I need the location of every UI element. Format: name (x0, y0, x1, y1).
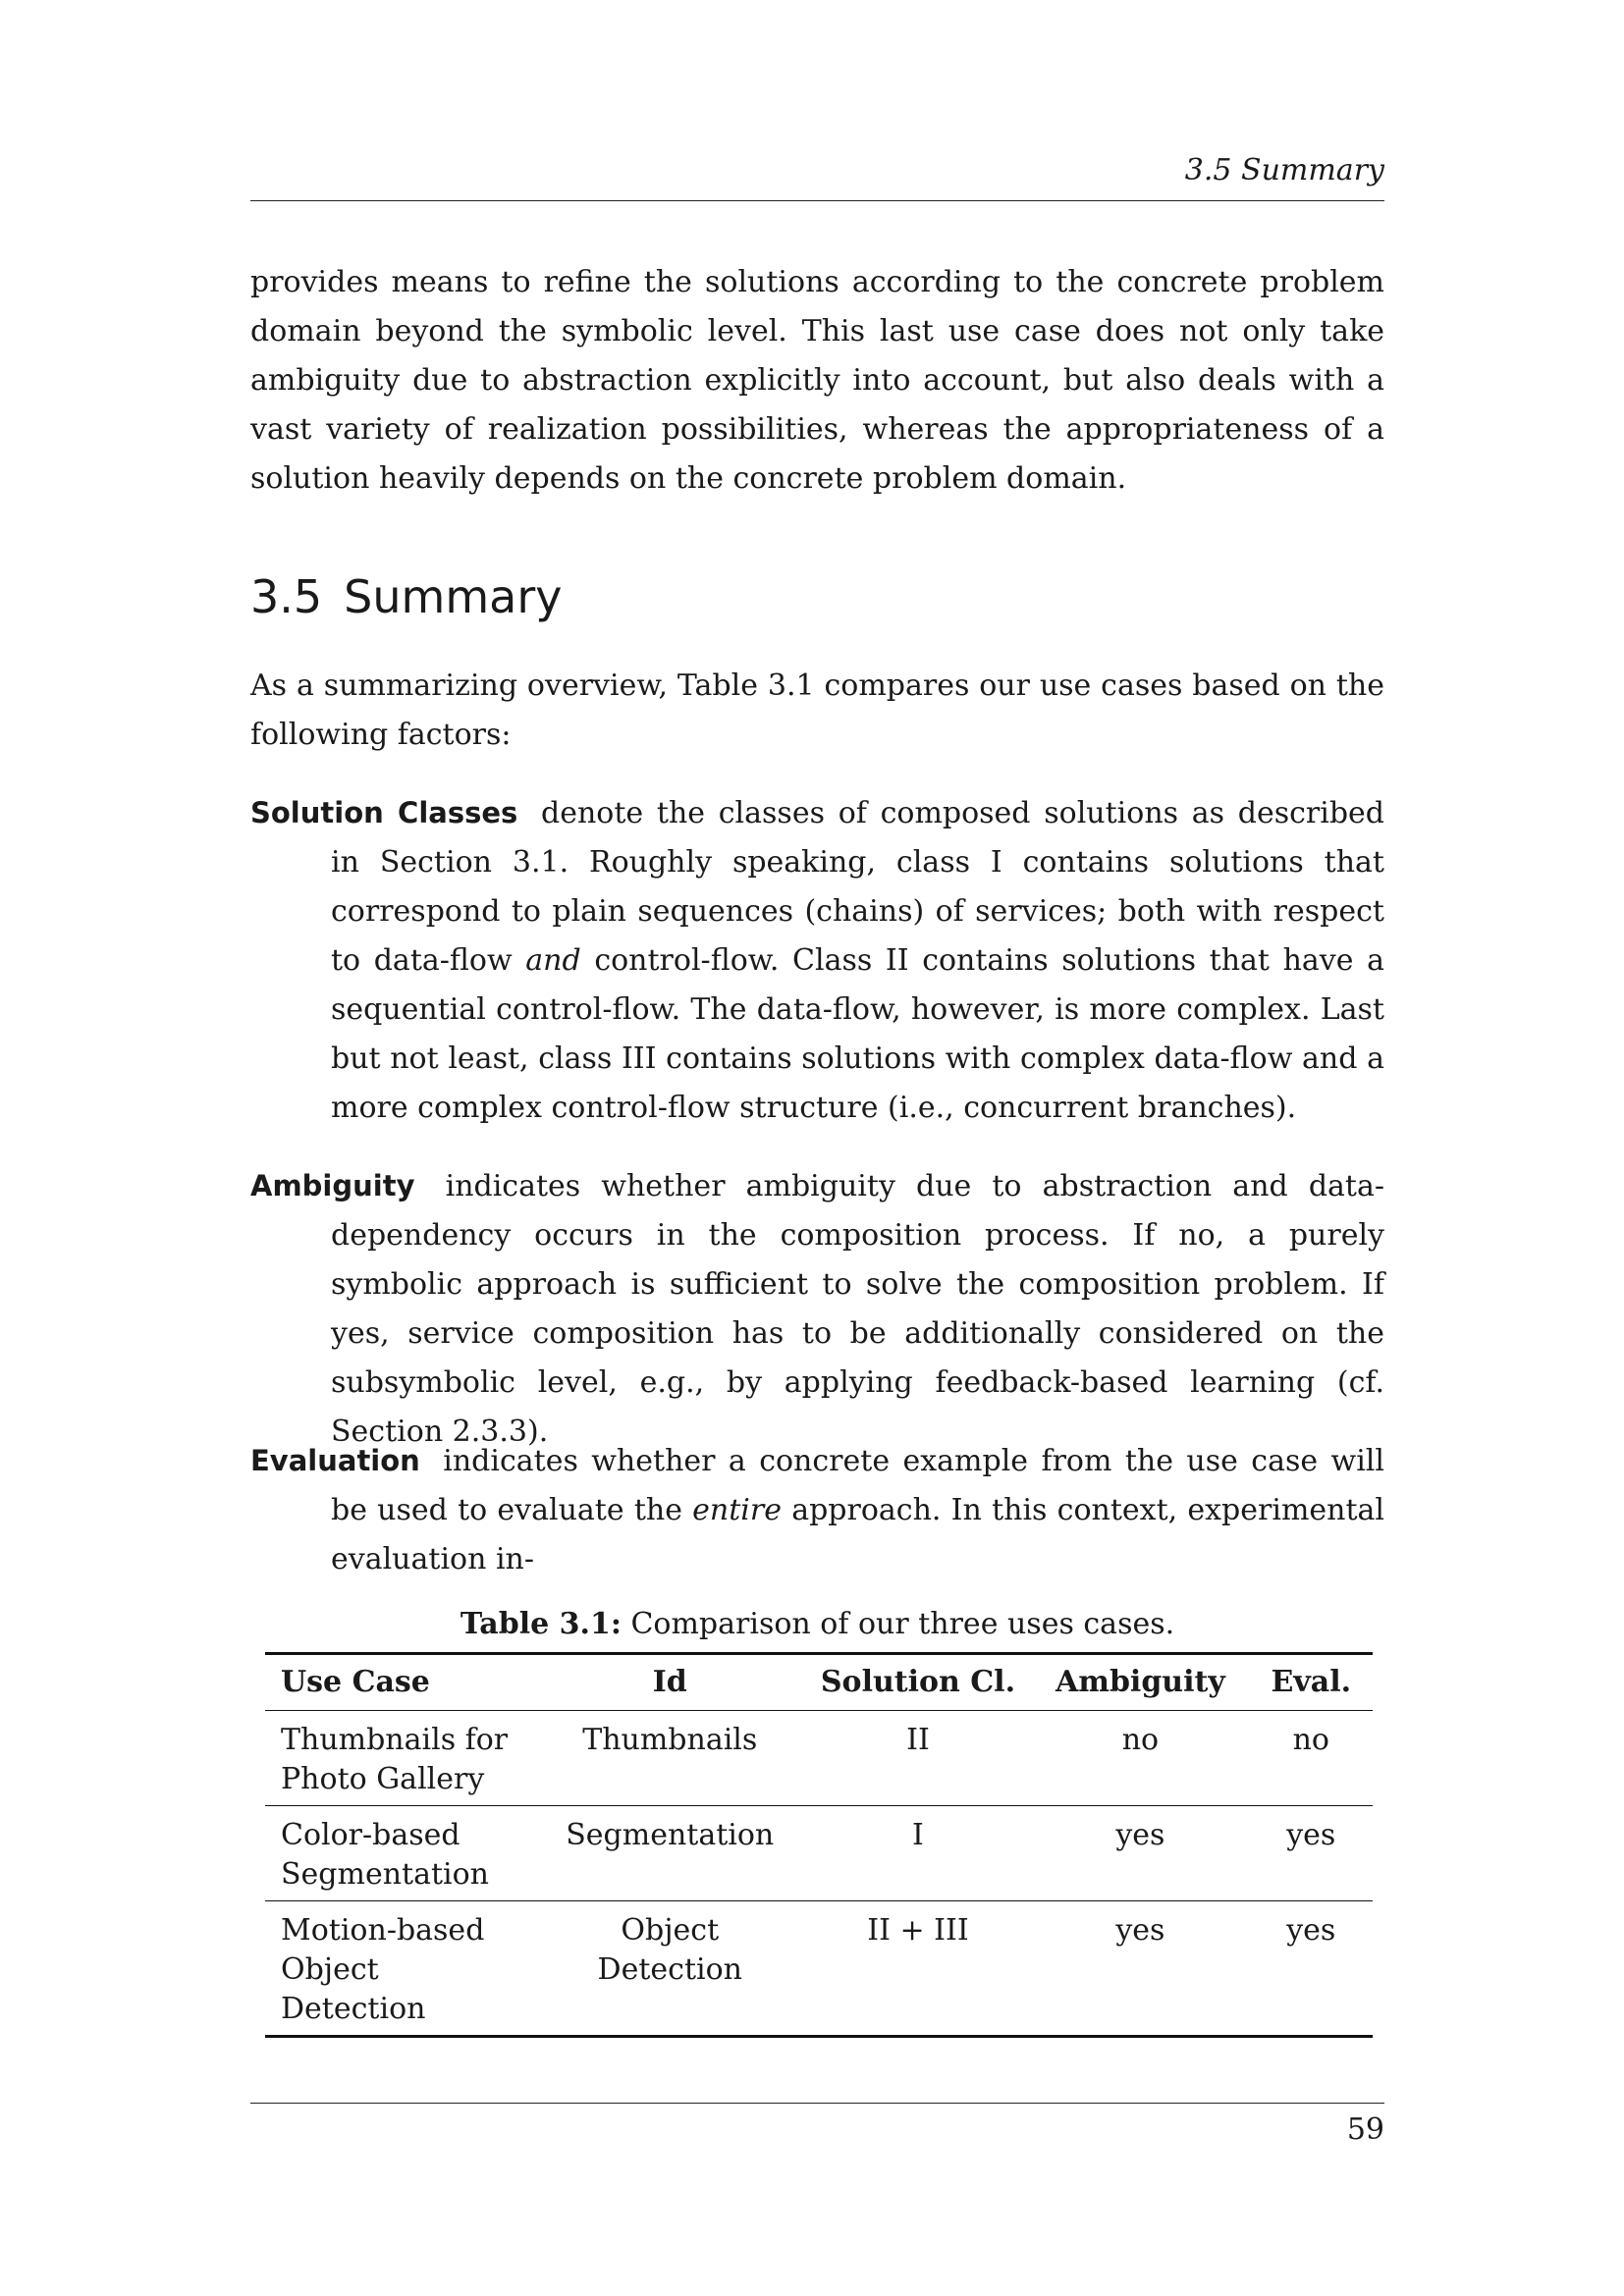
comparison-table-wrapper (265, 1652, 1373, 2038)
cell-ambiguity: no (1121, 1723, 1160, 1757)
cell-id: Segmentation (566, 1818, 775, 1852)
description-item-solution-classes (250, 788, 1384, 1133)
running-head: 3.5 Summary (1184, 153, 1384, 187)
page-number: 59 (1346, 2112, 1384, 2147)
use-case-line-2: Segmentation (281, 1857, 490, 1892)
evaluation-text-2: approach. In this context, experimental evaluation in- (331, 1493, 1384, 1576)
cell-evaluation: yes (1286, 1913, 1336, 1948)
header-evaluation: Eval. (1271, 1665, 1352, 1699)
ambiguity-text: indicates whether ambiguity due to abstraction and data-dependency occurs in the composition process. If no, a purely symbolic approach is sufficient to solve the composition problem. If yes, service composition has to be additionally considered on the subsymbolic level, e.g., by applying feedback-based learning (cf. Section 2.3.3). (331, 1169, 1384, 1449)
cell-use-case (265, 1806, 535, 1901)
cell-use-case (265, 1901, 535, 2037)
section-title: Summary (344, 570, 563, 623)
header-ambiguity: Ambiguity (1055, 1665, 1225, 1699)
cell-solution-class: II (906, 1723, 930, 1757)
comparison-table (265, 1652, 1373, 2038)
description-item-ambiguity (250, 1161, 1384, 1457)
evaluation-emphasis: entire (692, 1493, 782, 1527)
table-caption-label: Table 3.1: (460, 1607, 622, 1641)
continuation-paragraph: provides means to refine the solutions according to the concrete problem domain beyond the symbolic level. This last use case does not only take ambiguity due to abstraction explicitly into account, but also deals with a vast variety of realization possibilities, whereas the appropriateness of a solution heavily depends on the concrete problem domain. (250, 265, 1384, 496)
term-solution-classes: Solution Classes (250, 796, 518, 829)
section-heading (250, 567, 562, 626)
header-id: Id (652, 1665, 687, 1699)
table-header-row (265, 1654, 1373, 1711)
solution-classes-text-2: control-flow. Class II contains solutions that have a sequential control-flow. The data-flow, however, is more complex. Last but not least, class III contains solutions with complex data-flow and a more complex control-flow structure (i.e., concurrent branches). (331, 943, 1385, 1125)
table-row (265, 1711, 1373, 1806)
table-caption-text: Comparison of our three uses cases. (630, 1607, 1175, 1641)
table-row (265, 1806, 1373, 1901)
cell-id: Object Detection (597, 1913, 742, 1987)
cell-evaluation: yes (1286, 1818, 1336, 1852)
cell-id: Thumbnails (582, 1723, 758, 1757)
use-case-line-2: Photo Gallery (281, 1762, 485, 1796)
use-case-line-2: Object Detection (281, 1952, 426, 2026)
cell-solution-class: I (912, 1818, 924, 1852)
use-case-line-1: Thumbnails for (281, 1723, 509, 1757)
table-row (265, 1901, 1373, 2037)
header-rule (250, 200, 1384, 201)
cell-ambiguity: yes (1115, 1818, 1165, 1852)
description-item-evaluation (250, 1436, 1384, 1584)
header-use-case: Use Case (281, 1665, 430, 1699)
table-caption (250, 1603, 1384, 1646)
solution-classes-text-1: denote the classes of composed solutions as described in Section 3.1. Roughly speaking, class I contains solutions that correspond to plain sequences (chains) of services; both with respect to data-flow (331, 796, 1385, 978)
use-case-line-1: Motion-based (281, 1913, 485, 1948)
evaluation-text-1: indicates whether a concrete example from the use case will be used to evaluate the (331, 1444, 1384, 1527)
cell-ambiguity: yes (1115, 1913, 1165, 1948)
cell-evaluation: no (1292, 1723, 1329, 1757)
term-ambiguity: Ambiguity (250, 1169, 415, 1202)
solution-classes-emphasis: and (525, 943, 581, 978)
footer-rule (250, 2103, 1384, 2104)
intro-paragraph: As a summarizing overview, Table 3.1 compares our use cases based on the following factors: (250, 668, 1384, 752)
section-number: 3.5 (250, 570, 323, 623)
use-case-line-1: Color-based (281, 1818, 460, 1852)
header-solution-class: Solution Cl. (820, 1665, 1016, 1699)
cell-use-case (265, 1711, 535, 1806)
cell-solution-class: II + III (867, 1913, 969, 1948)
term-evaluation: Evaluation (250, 1444, 420, 1477)
